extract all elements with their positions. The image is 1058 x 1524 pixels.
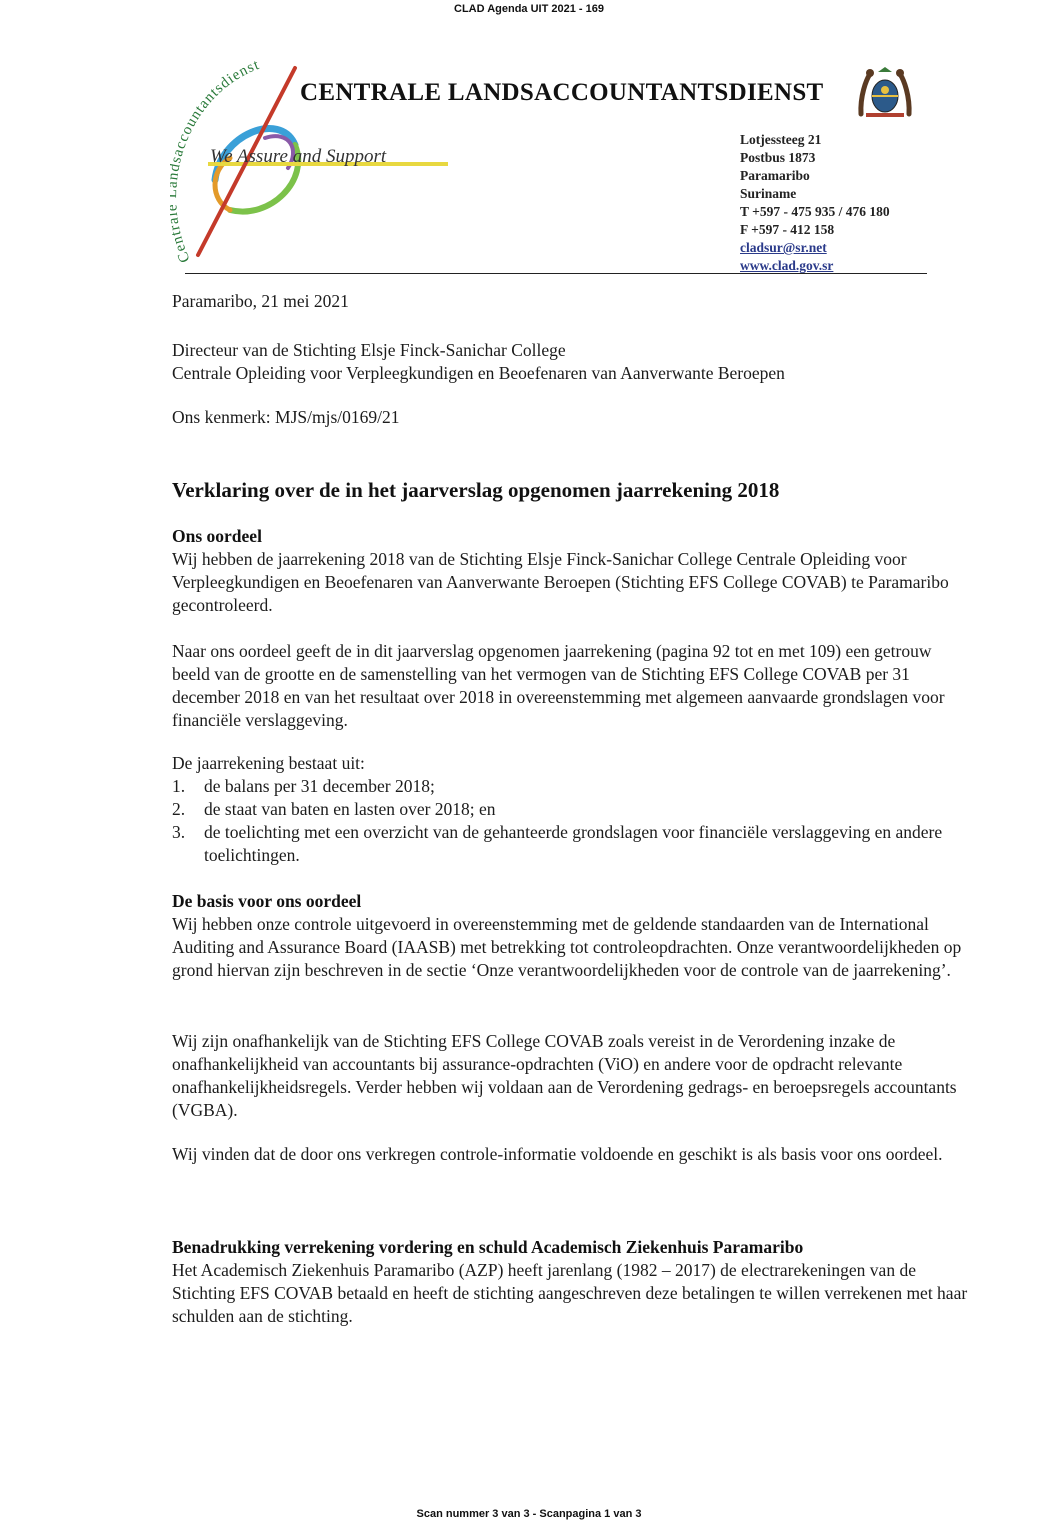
paragraph: Wij zijn onafhankelijk van de Stichting EFS College COVAB zoals vereist in de Verordening inzake de onafhankelijkheid van accountants bij assurance-opdrachten (ViO) en andere voor de opdracht relevante onafhankelijkheidsregels. Verder hebben wij voldaan aan de Verordening gedrags- en beroepsregels accountants (VGBA). bbox=[172, 1031, 957, 1120]
list-text: de staat van baten en lasten over 2018; en bbox=[204, 799, 496, 819]
list-text: de toelichting met een overzicht van de gehanteerde grondslagen voor financiële verslaggeving en andere toelichtingen. bbox=[204, 822, 943, 865]
list-number: 1. bbox=[172, 776, 186, 796]
section-heading: De basis voor ons oordeel bbox=[172, 891, 362, 911]
paragraph: Het Academisch Ziekenhuis Paramaribo (AZP) heeft jarenlang (1982 – 2017) de electrarekeningen van de Stichting EFS COVAB betaald en heeft de stichting aangeschreven deze betalingen te willen verrekenen met haar schulden aan de stichting. bbox=[172, 1260, 968, 1326]
paragraph: Wij hebben onze controle uitgevoerd in overeenstemming met de geldende standaarden van de International Auditing and Assurance Board (IAASB) met betrekking tot controleopdrachten. Onze verantwoordelijkheden op grond hiervan zijn beschreven in de sectie ‘Onze verantwoordelijkheden voor de controle van de jaarrekening’. bbox=[172, 914, 962, 980]
address-phone: T +597 - 475 935 / 476 180 bbox=[740, 204, 890, 219]
reference-line: Ons kenmerk: MJS/mjs/0169/21 bbox=[172, 407, 400, 427]
list-intro: De jaarrekening bestaat uit: bbox=[172, 753, 365, 773]
recipient-block bbox=[172, 339, 972, 385]
address-postbox: Postbus 1873 bbox=[740, 150, 816, 165]
logo-ring-text: Cen accountantsdienst bbox=[170, 56, 263, 265]
organization-name: CENTRALE LANDSACCOUNTANTSDIENST bbox=[300, 79, 824, 106]
address-fax: F +597 - 412 158 bbox=[740, 222, 835, 237]
list-number: 2. bbox=[172, 799, 186, 819]
list-item bbox=[172, 821, 972, 867]
list-number: 3. bbox=[172, 822, 186, 842]
coat-of-arms-icon bbox=[856, 66, 914, 118]
section-ons-oordeel bbox=[172, 525, 972, 617]
header-divider bbox=[185, 273, 927, 274]
opinion-paragraph bbox=[172, 640, 972, 732]
composition-list-block bbox=[172, 752, 972, 867]
address-block bbox=[740, 131, 890, 275]
address-street: Lotjessteeg 21 bbox=[740, 132, 822, 147]
letter-title: Verklaring over de in het jaarverslag opgenomen jaarrekening 2018 bbox=[172, 478, 780, 502]
recipient-line-1: Directeur van de Stichting Elsje Finck-Sanichar College bbox=[172, 340, 566, 360]
paragraph: Wij vinden dat de door ons verkregen controle-informatie voldoende en geschikt is als basis voor ons oordeel. bbox=[172, 1144, 943, 1164]
scan-stamp-top: CLAD Agenda UIT 2021 - 169 bbox=[454, 3, 604, 15]
composition-list bbox=[172, 775, 972, 867]
address-city: Paramaribo bbox=[740, 168, 810, 183]
section-basis-oordeel bbox=[172, 890, 972, 982]
scan-stamp-bottom: Scan nummer 3 van 3 - Scanpagina 1 van 3 bbox=[416, 1508, 642, 1520]
section-heading: Benadrukking verrekening vordering en schuld Academisch Ziekenhuis Paramaribo bbox=[172, 1237, 804, 1257]
recipient-line-2: Centrale Opleiding voor Verpleegkundigen en Beoefenaren van Aanverwante Beroepen bbox=[172, 363, 785, 383]
address-country: Suriname bbox=[740, 186, 797, 201]
list-item bbox=[172, 775, 972, 798]
date-line: Paramaribo, 21 mei 2021 bbox=[172, 291, 349, 311]
independence-paragraph bbox=[172, 1030, 972, 1122]
paragraph: Naar ons oordeel geeft de in dit jaarverslag opgenomen jaarrekening (pagina 92 tot en met 109) een getrouw beeld van de grootte en de samenstelling van het vermogen van de Stichting EFS College COVAB per 31 december 2018 en van het resultaat over 2018 in overeenstemming met algemeen aanvaarde grondslagen voor financiële verslaggeving. bbox=[172, 641, 945, 730]
email-link[interactable]: cladsur@sr.net bbox=[740, 240, 827, 255]
logo-tagline: We Assure and Support bbox=[210, 146, 387, 167]
section-heading: Ons oordeel bbox=[172, 526, 262, 546]
website-link[interactable]: www.clad.gov.sr bbox=[740, 258, 834, 273]
section-benadrukking bbox=[172, 1236, 972, 1328]
paragraph: Wij hebben de jaarrekening 2018 van de Stichting Elsje Finck-Sanichar College Centrale Opleiding voor Verpleegkundigen en Beoefenaren van Aanverwante Beroepen (Stichting EFS College COVAB) te Paramaribo gecontroleerd. bbox=[172, 549, 949, 615]
evidence-paragraph bbox=[172, 1143, 972, 1166]
list-item bbox=[172, 798, 972, 821]
list-text: de balans per 31 december 2018; bbox=[204, 776, 435, 796]
